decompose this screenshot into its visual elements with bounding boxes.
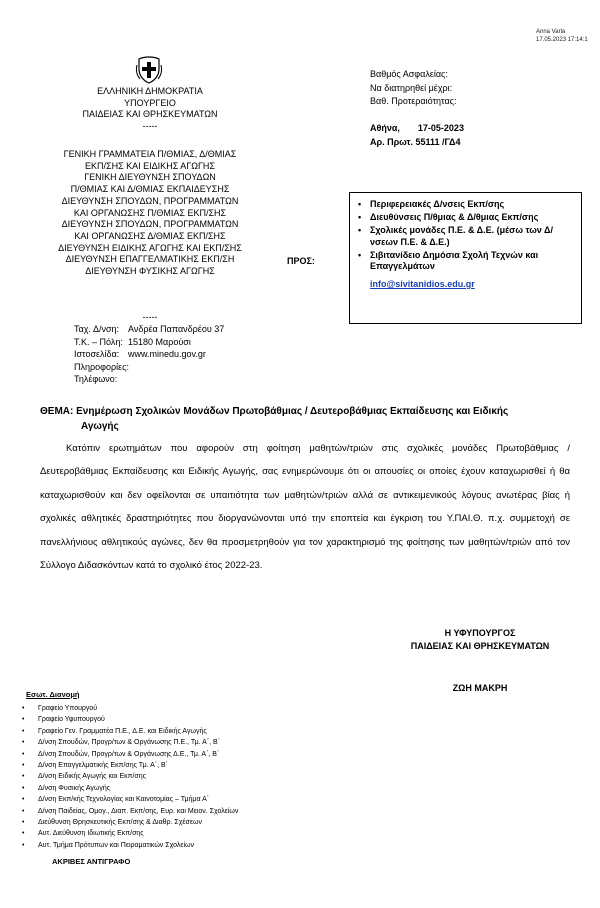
unit-line: ΚΑΙ ΟΡΓΑΝΩΣΗΣ Δ/ΘΜΙΑΣ ΕΚΠ/ΣΗΣ: [74, 230, 226, 241]
header-line-ministry-name: ΠΑΙΔΕΙΑΣ ΚΑΙ ΘΡΗΣΚΕΥΜΑΤΩΝ: [82, 109, 218, 119]
contact-value: www.minedu.gov.gr: [128, 349, 206, 359]
bullet-icon: •: [22, 705, 25, 712]
bullet-icon: •: [22, 819, 25, 827]
priority-level: Βαθ. Προτεραιότητας:: [370, 96, 457, 106]
distribution-list: [22, 703, 238, 851]
bullet-icon: •: [22, 739, 25, 747]
distribution-item: • Αυτ. Τμήμα Πρότυπων και Πειραματικών Σχολείων: [22, 840, 238, 851]
signatory-title: [380, 627, 580, 653]
unit-line: ΔΙΕΥΘΥΝΣΗ ΦΥΣΙΚΗΣ ΑΓΩΓΗΣ: [85, 266, 215, 277]
distribution-item: • Αυτ. Διεύθυνση Ιδιωτικής Εκπ/σης: [22, 828, 238, 839]
distribution-item: • Δ/νση Φυσικής Αγωγής: [22, 783, 238, 794]
signature-datetime: 17.05.2023 17:14:1: [536, 37, 588, 43]
retention-period: Να διατηρηθεί μέχρι:: [370, 82, 453, 93]
recipient-item: • Σιβιτανίδειο Δημόσια Σχολή Τεχνών και Επαγγελμάτων: [358, 249, 539, 271]
bullet-icon: •: [22, 841, 25, 849]
contact-value: Ανδρέα Παπανδρέου 37: [128, 324, 225, 334]
bullet-icon: •: [22, 796, 25, 804]
distribution-item: • Δ/νση Παιδείας, Ομογ., Διαπ. Εκπ/σης, Ευρ. και Μειον. Σχολείων: [22, 806, 238, 817]
header-line-ministry: ΥΠΟΥΡΓΕΙΟ: [124, 97, 176, 108]
bullet-icon: •: [358, 225, 362, 235]
unit-line: ΓΕΝΙΚΗ ΔΙΕΥΘΥΝΣΗ ΣΠΟΥΔΩΝ: [84, 172, 216, 183]
document-city: Αθήνα,: [370, 123, 400, 133]
exact-copy-label: ΑΚΡΙΒΕΣ ΑΝΤΙΓΡΑΦΟ: [52, 857, 131, 866]
unit-line: ΔΙΕΥΘΥΝΣΗ ΣΠΟΥΔΩΝ, ΠΡΟΓΡΑΜΜΑΤΩΝ: [61, 219, 239, 230]
bullet-icon: •: [22, 716, 25, 724]
contact-label: Ιστοσελίδα:: [74, 349, 120, 359]
signatory-title-line: Η ΥΦΥΠΟΥΡΓΟΣ: [444, 628, 516, 638]
contact-label: Ταχ. Δ/νση:: [74, 324, 120, 334]
unit-line: ΔΙΕΥΘΥΝΣΗ ΣΠΟΥΔΩΝ, ΠΡΟΓΡΑΜΜΑΤΩΝ: [61, 195, 239, 206]
ministry-header: [40, 86, 260, 132]
distribution-item: • Δ/νση Επαγγελματικής Εκπ/σης Τμ. Α΄, Β΄: [22, 760, 238, 771]
ministry-units: [40, 149, 260, 278]
recipient-item: • Περιφερειακές Δ/νσεις Εκπ/σης: [358, 199, 505, 209]
contact-row-address: [74, 323, 224, 336]
to-label: ΠΡΟΣ:: [287, 256, 315, 266]
unit-line: ΓΕΝΙΚΗ ΓΡΑΜΜΑΤΕΙΑ Π/ΘΜΙΑΣ, Δ/ΘΜΙΑΣ: [63, 149, 237, 159]
bullet-icon: •: [22, 727, 25, 735]
unit-line: ΔΙΕΥΘΥΝΣΗ ΕΙΔΙΚΗΣ ΑΓΩΓΗΣ ΚΑΙ ΕΚΠ/ΣΗΣ: [58, 242, 242, 253]
bullet-icon: •: [22, 784, 25, 792]
distribution-item: • Διεύθυνση Θρησκευτικής Εκπ/σης & Διαθρ. Σχέσεων: [22, 817, 238, 828]
contact-value: 15180 Μαρούσι: [128, 336, 191, 347]
units-separator: -----: [142, 312, 158, 322]
distribution-title: Εσωτ. Διανομή: [26, 690, 80, 699]
bullet-icon: •: [22, 807, 25, 815]
bullet-icon: •: [22, 762, 25, 770]
protocol-number: Αρ. Πρωτ. 55111 /ΓΔ4: [370, 136, 461, 147]
contact-row-phone: [74, 373, 224, 386]
unit-line: ΕΚΠ/ΣΗΣ ΚΑΙ ΕΙΔΙΚΗΣ ΑΓΩΓΗΣ: [85, 160, 215, 171]
body-paragraph: Κατόπιν ερωτημάτων που αφορούν στη φοίτηση μαθητών/τριών στις σχολικές μονάδες Πρωτοβάθμιας / Δευτεροβάθμιας Εκπαίδευσης και Ειδικής Αγωγής, σας ενημερώνουμε ότι οι απουσίες οι οποίες έχουν καταχωρισθεί ή θα καταχωρισθούν και δεν οφείλονται σε υπαιτιότητα των μαθητών/τριών αλλά σε αντικειμενικούς λόγους ανωτέρας βίας ή σχολικές αθλητικές δραστηριότητες που διοργανώνονται υπό την εποπτεία και έγκριση του Υ.ΠΑΙ.Θ. π.χ. συμμετοχή σε πανελλήνιους αθλητικούς αγώνες, δεν θα προσμετρηθούν για τον χαρακτηρισμό της φοίτησης των μαθητών/τριών από τον Σύλλογο Διδασκόντων κατά το σχολικό έτος 2022-23.: [40, 443, 570, 572]
signatory-title-line: ΠΑΙΔΕΙΑΣ ΚΑΙ ΘΡΗΣΚΕΥΜΑΤΩΝ: [410, 641, 550, 651]
unit-line: ΚΑΙ ΟΡΓΑΝΩΣΗΣ Π/ΘΜΙΑΣ ΕΚΠ/ΣΗΣ: [73, 207, 227, 218]
header-separator: -----: [142, 120, 158, 131]
unit-line: Π/ΘΜΙΑΣ ΚΑΙ Δ/ΘΜΙΑΣ ΕΚΠΑΙΔΕΥΣΗΣ: [70, 184, 230, 195]
recipient-item: • Σχολικές μονάδες Π.Ε. & Δ.Ε. (μέσω των Δ/νσεων Π.Ε. & Δ.Ε.): [358, 225, 553, 247]
unit-line: ΔΙΕΥΘΥΝΣΗ ΕΠΑΓΓΕΛΜΑΤΙΚΗΣ ΕΚΠ/ΣΗ: [65, 254, 235, 265]
bullet-icon: •: [358, 249, 362, 260]
date-protocol: [370, 122, 464, 149]
header-line-republic: ΕΛΛΗΝΙΚΗ ΔΗΜΟΚΡΑΤΙΑ: [97, 86, 203, 96]
distribution-item: • Γραφείο Γεν. Γραμματέα Π.Ε., Δ.Ε. και Ειδικής Αγωγής: [22, 726, 238, 737]
contact-row-website: [74, 348, 224, 361]
recipient-item: • Διευθύνσεις Π/θμιας & Δ/θμιας Εκπ/σης: [358, 212, 539, 222]
contact-info: [74, 323, 224, 386]
subject-line: Αγωγής: [81, 421, 119, 432]
contact-label: Πληροφορίες:: [74, 361, 129, 372]
bullet-icon: •: [22, 773, 25, 781]
document-date: 17-05-2023: [417, 123, 464, 133]
signer-name: Anna Varla: [536, 29, 566, 35]
security-classification: [370, 68, 457, 109]
distribution-item: • Γραφείο Υφυπουργού: [22, 714, 238, 725]
distribution-item: • Γραφείο Υπουργού: [22, 703, 238, 714]
bullet-icon: •: [358, 212, 362, 222]
distribution-item: • Δ/νση Σπουδών, Προγρ/των & Οργάνωσης Δ.Ε., Τμ. Α΄, Β΄: [22, 749, 238, 760]
contact-label: Τηλέφωνο:: [74, 374, 118, 384]
recipient-email-link[interactable]: info@sivitanidios.edu.gr: [370, 279, 475, 289]
contact-label: Τ.Κ. – Πόλη:: [74, 336, 123, 347]
contact-row-postal: [74, 336, 224, 349]
distribution-item: • Δ/νση Ειδικής Αγωγής και Εκπ/σης: [22, 771, 238, 782]
distribution-item: • Δ/νση Εκπ/κής Τεχνολογίας και Καινοτομίας – Τμήμα Α΄: [22, 794, 238, 805]
bullet-icon: •: [22, 830, 25, 838]
signatory-name: ΖΩΗ ΜΑΚΡΗ: [452, 683, 508, 693]
recipients-box: [349, 192, 582, 324]
bullet-icon: •: [22, 750, 25, 758]
digital-signature-stamp: [536, 28, 588, 44]
bullet-icon: •: [358, 199, 362, 209]
distribution-item: • Δ/νση Σπουδών, Προγρ/των & Οργάνωσης Π.Ε., Τμ. Α΄, Β΄: [22, 737, 238, 748]
greek-coat-of-arms-icon: [134, 55, 164, 85]
subject-line: ΘΕΜΑ: Ενημέρωση Σχολικών Μονάδων Πρωτοβάθμιας / Δευτεροβάθμιας Εκπαίδευσης και Ειδικής: [40, 406, 509, 417]
security-level: Βαθμός Ασφαλείας:: [370, 69, 448, 79]
contact-row-info: [74, 361, 224, 374]
subject: [40, 404, 570, 434]
